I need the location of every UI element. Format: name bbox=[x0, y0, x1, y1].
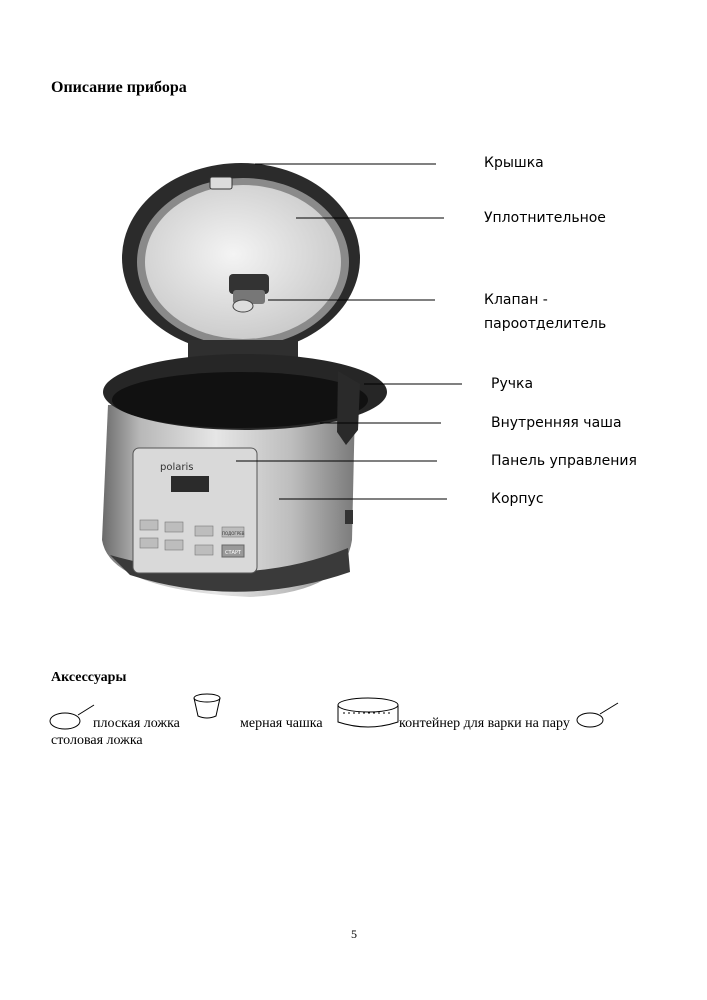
label-seal: Уплотнительное bbox=[484, 210, 606, 226]
label-valve-line2: пароотделитель bbox=[484, 316, 607, 332]
accessory-flat-spoon: плоская ложка bbox=[93, 716, 180, 731]
label-lid: Крышка bbox=[484, 155, 544, 171]
label-valve-line1: Клапан - bbox=[484, 292, 548, 308]
label-handle: Ручка bbox=[491, 376, 534, 392]
accessory-steamer: контейнер для варки на пару bbox=[399, 716, 570, 731]
brand-logo: polaris bbox=[160, 462, 194, 473]
heat-button-label: ПОДОГРЕВ bbox=[222, 531, 245, 536]
flat-spoon-icon bbox=[50, 705, 94, 729]
lid-drawing bbox=[122, 163, 360, 358]
accessories-title: Аксессуары bbox=[51, 670, 127, 685]
steamer-icon bbox=[338, 698, 398, 727]
measuring-cup-icon bbox=[194, 694, 220, 718]
label-body: Корпус bbox=[491, 491, 544, 507]
accessory-measuring-cup: мерная чашка bbox=[240, 716, 323, 731]
page-title: Описание прибора bbox=[51, 79, 187, 96]
tablespoon-icon bbox=[577, 703, 618, 727]
accessory-tablespoon: столовая ложка bbox=[51, 733, 143, 748]
control-panel-drawing bbox=[133, 448, 257, 573]
label-control-panel: Панель управления bbox=[491, 453, 637, 469]
page-number: 5 bbox=[351, 927, 357, 941]
label-inner-bowl: Внутренняя чаша bbox=[491, 415, 622, 431]
start-button-label: СТАРТ bbox=[225, 550, 242, 556]
